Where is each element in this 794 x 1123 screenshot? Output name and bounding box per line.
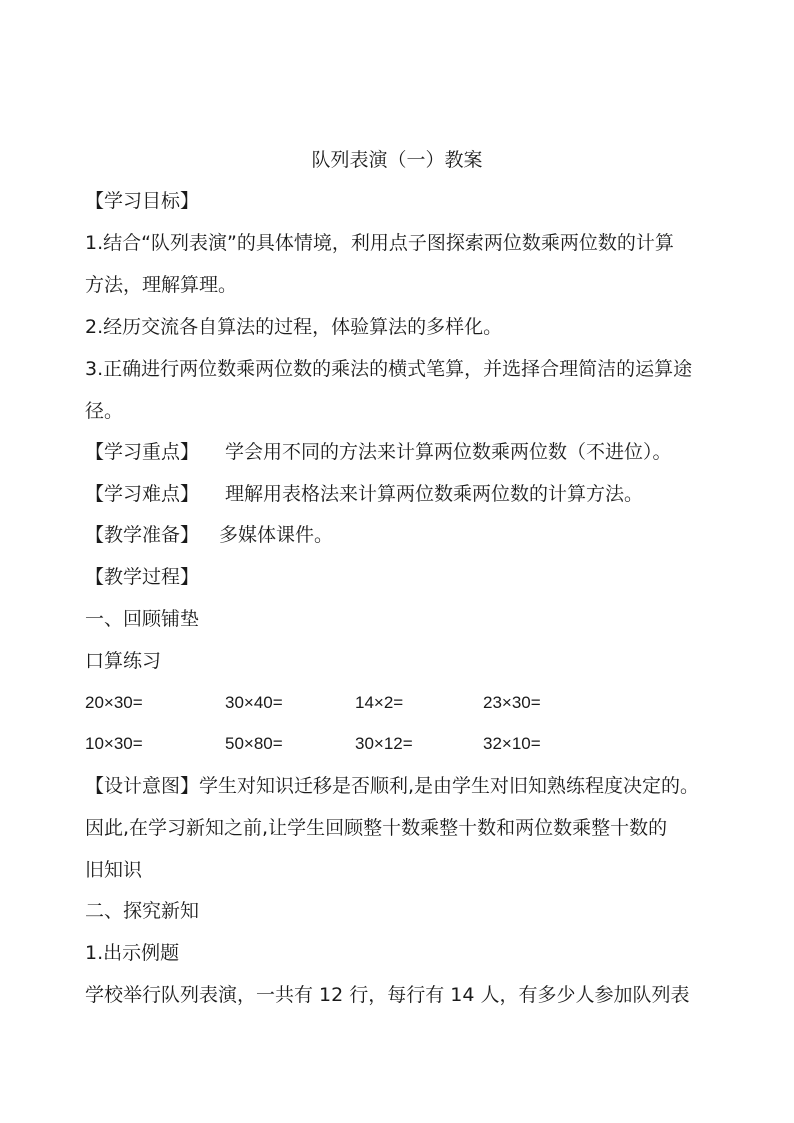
objective-1-line-2: 方法，理解算理。 — [85, 274, 238, 296]
difficulty-line — [85, 481, 643, 507]
design-intent-line-3: 旧知识 — [85, 859, 143, 881]
preparation-label: 【教学准备】 — [85, 524, 200, 546]
objective-3-line-2: 径。 — [85, 400, 124, 422]
calc-item: 30×12= — [355, 734, 413, 753]
objective-1-line-1: 1.结合“队列表演”的具体情境，利用点子图探索两位数乘两位数的计算 — [85, 232, 674, 254]
oral-practice-label: 口算练习 — [85, 650, 162, 672]
section-2-heading: 二、探究新知 — [85, 900, 200, 922]
design-intent-line-2: 因此,在学习新知之前,让学生回顾整十数乘整十数和两位数乘整十数的 — [85, 817, 668, 839]
calc-item: 20×30= — [85, 693, 143, 712]
calc-item: 23×30= — [483, 693, 541, 712]
difficulty-text: 理解用表格法来计算两位数乘两位数的计算方法。 — [225, 483, 644, 505]
preparation-text: 多媒体课件。 — [219, 524, 334, 546]
calc-item: 50×80= — [225, 734, 283, 753]
process-heading: 【教学过程】 — [85, 566, 200, 588]
key-points-label: 【学习重点】 — [85, 441, 200, 463]
calc-item: 14×2= — [355, 693, 404, 712]
objectives-heading: 【学习目标】 — [85, 190, 200, 212]
section-1-heading: 一、回顾铺垫 — [85, 608, 200, 630]
example-line-1: 学校举行队列表演，一共有 12 行，每行有 14 人，有多少人参加队列表 — [85, 984, 690, 1006]
document-title: 队列表演（一）教案 — [311, 149, 483, 171]
preparation-line — [85, 522, 333, 548]
key-points-line — [85, 439, 672, 465]
calc-item: 32×10= — [483, 734, 541, 753]
key-points-text: 学会用不同的方法来计算两位数乘两位数（不进位）。 — [225, 441, 672, 463]
step-1-heading: 1.出示例题 — [85, 942, 180, 964]
objective-2: 2.经历交流各自算法的过程，体验算法的多样化。 — [85, 316, 503, 338]
calc-row-1 — [85, 690, 605, 716]
objective-3-line-1: 3.正确进行两位数乘两位数的乘法的横式笔算，并选择合理简洁的运算途 — [85, 358, 693, 380]
calc-item: 10×30= — [85, 734, 143, 753]
calc-item: 30×40= — [225, 693, 283, 712]
calc-row-2 — [85, 731, 605, 757]
design-intent-line-1: 【设计意图】学生对知识迁移是否顺利,是由学生对旧知熟练程度决定的。 — [85, 775, 700, 797]
difficulty-label: 【学习难点】 — [85, 483, 200, 505]
